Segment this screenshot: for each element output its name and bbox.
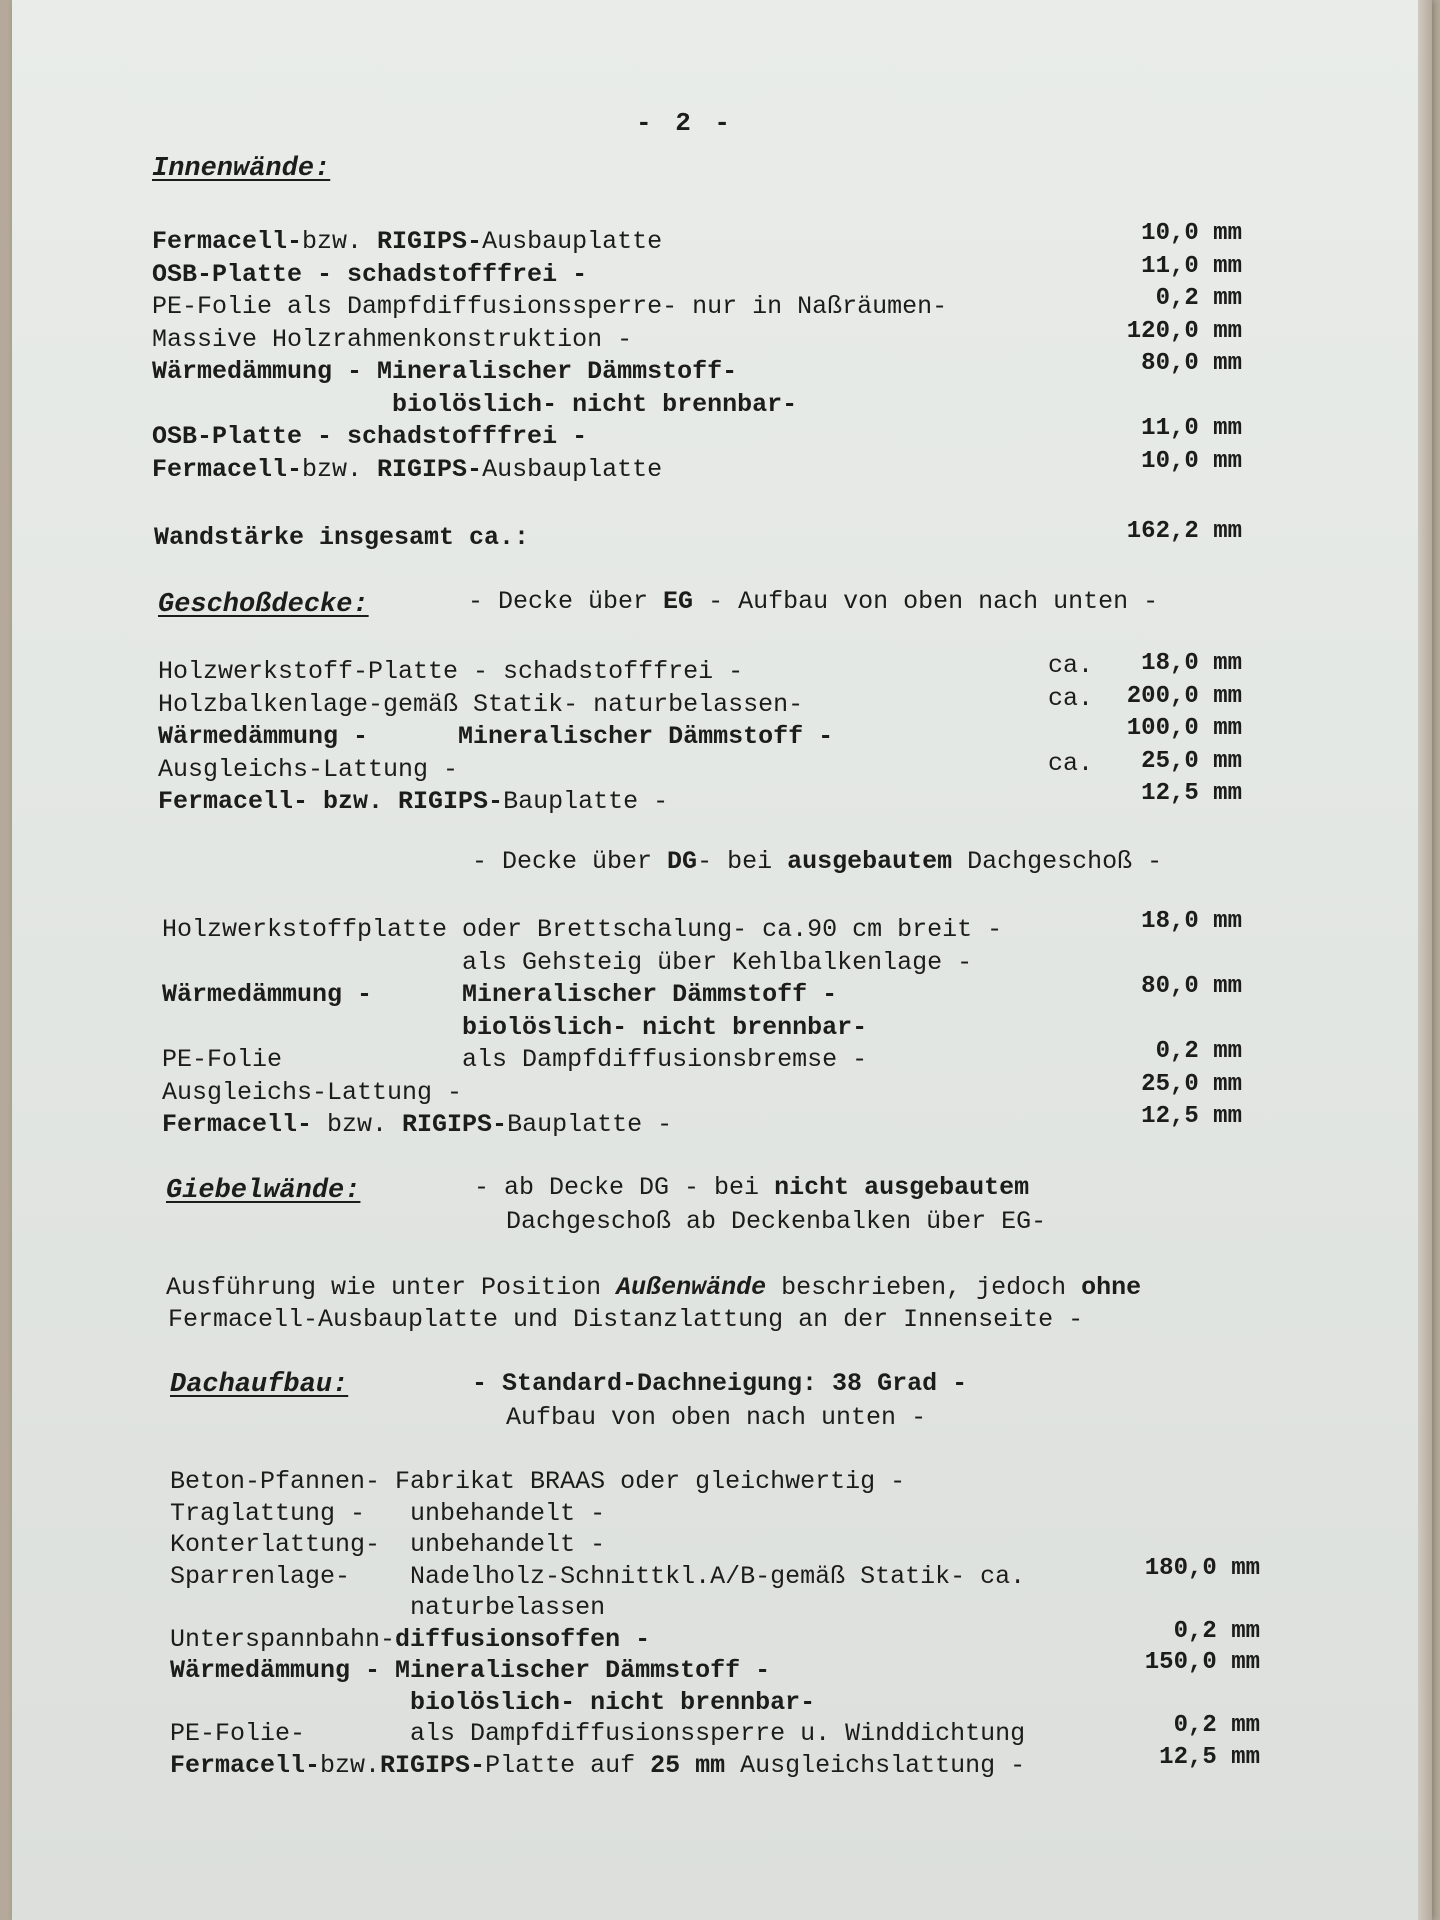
item-text xyxy=(170,1718,1025,1750)
approx-label: ca. xyxy=(1048,683,1094,713)
item-value: 11,0 mm xyxy=(1141,252,1242,280)
giebelwaende-line2: Dachgeschoß ab Deckenbalken über EG- xyxy=(506,1207,1047,1236)
item-value: 0,2 mm xyxy=(1155,285,1242,312)
item-value: 12,5 mm xyxy=(1141,1103,1242,1130)
text-run: beschrieben, jedoch xyxy=(766,1273,1082,1302)
item-text xyxy=(162,1109,672,1141)
text-run: Außenwände xyxy=(616,1273,767,1302)
item-value: 0,2 mm xyxy=(1173,1617,1260,1645)
text-run: biolöslich- nicht brennbar- xyxy=(162,1012,868,1042)
text-run: Unterspannbahn- xyxy=(170,1624,396,1654)
item-text xyxy=(162,1012,867,1044)
text-run: PE-Folie als Dampfdiffusionsbremse - xyxy=(162,1045,868,1074)
item-value: 80,0 mm xyxy=(1141,350,1242,377)
text-run: Platte auf xyxy=(485,1750,651,1780)
item-text xyxy=(162,979,837,1011)
item-text xyxy=(162,947,972,979)
text-run: Fermacell- xyxy=(152,227,303,256)
item-text xyxy=(152,259,587,291)
text-run: OSB-Platte - schadstofffrei - xyxy=(152,259,588,289)
item-text xyxy=(152,226,662,258)
item-text xyxy=(170,1561,1025,1593)
text-run: PE-Folie als Dampfdiffusionssperre- nur in Naßräumen- xyxy=(152,292,948,321)
giebelwaende-body2: Fermacell-Ausbauplatte und Distanzlattung an der Innenseite - xyxy=(168,1305,1084,1334)
text-run: RIGIPS- xyxy=(377,454,483,484)
text-run: Ausgleichs-Lattung - xyxy=(162,1077,463,1107)
document-page xyxy=(12,0,1432,1920)
text-run: Sparrenlage- Nadelholz-Schnittkl.A/B-gemäß Statik- ca. xyxy=(170,1561,1026,1591)
text-run: bzw. xyxy=(312,1110,403,1139)
text-run: bzw. xyxy=(320,1750,381,1780)
total-label: Wandstärke insgesamt ca.: xyxy=(154,523,530,552)
text-run: Bauplatte - xyxy=(507,1110,673,1139)
item-value: 25,0 mm xyxy=(1141,1070,1242,1098)
item-text xyxy=(158,689,803,721)
giebelwaende-body1 xyxy=(166,1272,1141,1304)
approx-label: ca. xyxy=(1048,651,1094,680)
text-run: naturbelassen xyxy=(170,1593,606,1622)
text-run: Dachgeschoß - xyxy=(952,847,1163,876)
text-run: biolöslich- nicht brennbar- xyxy=(170,1687,816,1717)
item-text xyxy=(152,454,662,486)
item-text xyxy=(162,914,1002,946)
section-title-giebelwaende: Giebelwände: xyxy=(166,1176,361,1206)
item-text xyxy=(162,1077,462,1109)
item-value: 120,0 mm xyxy=(1126,317,1242,345)
item-text xyxy=(170,1655,770,1687)
item-value: 12,5 mm xyxy=(1159,1743,1260,1771)
section-title-geschossdecke: Geschoßdecke: xyxy=(158,590,369,620)
text-run: Ausführung wie unter Position xyxy=(166,1273,617,1302)
text-run: Fermacell- bzw. RIGIPS- xyxy=(158,787,504,816)
text-run: Holzbalkenlage-gemäß Statik- naturbelassen- xyxy=(158,689,804,719)
text-run: - bei xyxy=(697,847,788,876)
text-run: bzw. xyxy=(302,227,378,256)
text-run: Ausbauplatte xyxy=(482,454,663,484)
text-run: Ausgleichs-Lattung - xyxy=(158,754,459,784)
page-number: - 2 - xyxy=(635,108,734,138)
text-run: Wärmedämmung - Mineralischer Dämmstoff - xyxy=(158,722,834,751)
item-text xyxy=(152,291,947,323)
item-text xyxy=(170,1529,605,1561)
item-text xyxy=(170,1466,905,1498)
item-value: 25,0 mm xyxy=(1141,747,1242,775)
item-value: 12,5 mm xyxy=(1141,780,1242,807)
text-run: Bauplatte - xyxy=(503,787,669,816)
text-run: als Gehsteig über Kehlbalkenlage - xyxy=(162,947,973,977)
item-text xyxy=(162,1044,867,1076)
text-run: Fermacell- xyxy=(170,1750,321,1780)
total-value: 162,2 mm xyxy=(1126,518,1242,545)
text-run: Wärmedämmung - Mineralischer Dämmstoff - xyxy=(162,980,838,1009)
giebelwaende-line1 xyxy=(474,1172,1029,1204)
item-text xyxy=(152,356,737,388)
text-run: DG xyxy=(667,847,698,876)
text-run: ausgebautem xyxy=(787,847,953,876)
text-run: PE-Folie- als Dampfdiffusionssperre u. Winddichtung xyxy=(170,1719,1026,1748)
item-value: 200,0 mm xyxy=(1126,682,1242,710)
approx-label: ca. xyxy=(1048,748,1094,778)
text-run: 25 mm xyxy=(650,1750,726,1780)
dachaufbau-line2: Aufbau von oben nach unten - xyxy=(506,1403,927,1432)
text-run: ohne xyxy=(1081,1273,1142,1302)
dg-subtitle xyxy=(472,846,1162,878)
item-value: 10,0 mm xyxy=(1141,447,1242,475)
item-value: 100,0 mm xyxy=(1126,715,1242,742)
item-value: 0,2 mm xyxy=(1173,1712,1260,1739)
text-run: Wärmedämmung - Mineralischer Dämmstoff- xyxy=(152,357,738,386)
text-run: nicht ausgebautem xyxy=(774,1173,1030,1202)
text-run: Fermacell- xyxy=(152,454,303,484)
text-run: Massive Holzrahmenkonstruktion - xyxy=(152,324,633,354)
text-run: Ausbauplatte xyxy=(482,227,663,256)
item-text xyxy=(158,656,743,688)
text-run: Holzwerkstoff-Platte - schadstofffrei - xyxy=(158,657,744,686)
text-run: Traglattung - unbehandelt - xyxy=(170,1498,606,1528)
text-run: Holzwerkstoffplatte oder Brettschalung- ca.90 cm breit - xyxy=(162,915,1003,944)
item-text xyxy=(170,1592,605,1624)
item-text xyxy=(170,1750,1025,1782)
item-text xyxy=(170,1498,605,1530)
item-value: 150,0 mm xyxy=(1144,1649,1260,1676)
section-title-innenwaende: Innenwände: xyxy=(152,154,331,184)
text-run: OSB-Platte - schadstofffrei - xyxy=(152,422,588,451)
text-run: RIGIPS- xyxy=(377,227,483,256)
text-run: RIGIPS- xyxy=(380,1750,486,1780)
section-title-dachaufbau: Dachaufbau: xyxy=(170,1370,349,1400)
item-value: 11,0 mm xyxy=(1141,415,1242,442)
text-run: - ab Decke DG - bei xyxy=(474,1173,775,1202)
item-text xyxy=(152,389,797,421)
item-value: 10,0 mm xyxy=(1141,220,1242,247)
geschossdecke-subtitle xyxy=(468,586,1158,618)
text-run: Ausgleichslattung - xyxy=(725,1750,1026,1780)
text-run: biolöslich- nicht brennbar- xyxy=(152,389,798,419)
text-run: Konterlattung- unbehandelt - xyxy=(170,1530,606,1559)
text-run: Wärmedämmung - Mineralischer Dämmstoff - xyxy=(170,1656,771,1685)
text-run: bzw. xyxy=(302,454,378,484)
item-text xyxy=(158,786,668,818)
item-value: 18,0 mm xyxy=(1141,650,1242,677)
item-text xyxy=(152,421,587,453)
page-edge xyxy=(1418,0,1432,1920)
item-text xyxy=(170,1687,815,1719)
item-value: 0,2 mm xyxy=(1155,1038,1242,1065)
text-run: Beton-Pfannen- Fabrikat BRAAS oder gleichwertig - xyxy=(170,1467,906,1496)
item-value: 80,0 mm xyxy=(1141,973,1242,1000)
text-run: - Decke über xyxy=(472,847,668,876)
item-text xyxy=(158,721,833,753)
item-text xyxy=(170,1624,650,1656)
item-value: 18,0 mm xyxy=(1141,908,1242,935)
text-run: diffusionsoffen - xyxy=(395,1624,651,1654)
text-run: EG xyxy=(663,587,694,616)
item-value: 180,0 mm xyxy=(1144,1554,1260,1582)
text-run: Fermacell- xyxy=(162,1110,313,1139)
text-run: - Decke über xyxy=(468,587,664,616)
text-run: RIGIPS- xyxy=(402,1110,508,1139)
item-text xyxy=(152,324,632,356)
item-text xyxy=(158,754,458,786)
text-run: - Aufbau von oben nach unten - xyxy=(693,587,1159,616)
dachaufbau-line1: - Standard-Dachneigung: 38 Grad - xyxy=(472,1369,968,1398)
